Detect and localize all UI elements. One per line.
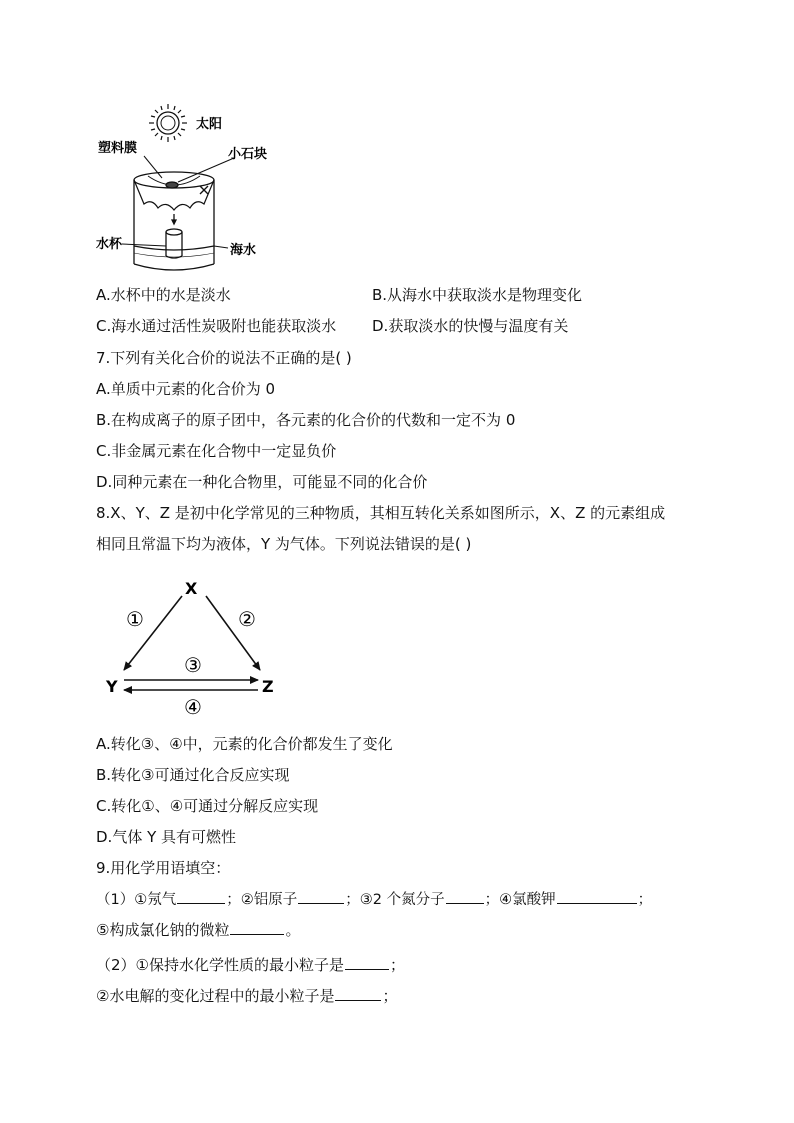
- q8-option-c: C.转化①、④可通过分解反应实现: [96, 797, 319, 815]
- q9-electrolysis-label: ②水电解的变化过程中的最小粒子是: [96, 987, 335, 1005]
- label-c2: ②: [238, 607, 256, 631]
- q8-option-d: D.气体 Y 具有可燃性: [96, 828, 237, 846]
- node-y: Y: [106, 677, 118, 696]
- q7-option-a: A.单质中元素的化合价为 0: [96, 380, 276, 398]
- q9-stem: 9.用化学用语填空：: [96, 859, 231, 877]
- q9-nacl-label: ⑤构成氯化钠的微粒: [96, 921, 230, 939]
- q9-al-blank[interactable]: [298, 889, 344, 904]
- q6-option-d: D.获取淡水的快慢与温度有关: [372, 317, 569, 335]
- node-z: Z: [262, 677, 274, 696]
- q9-part1-end: 。: [285, 921, 301, 939]
- q9-water-min-label: （2）①保持水化学性质的最小粒子是: [96, 956, 344, 974]
- seawater-label: 海水: [230, 243, 257, 258]
- q9-n2-blank[interactable]: [446, 889, 484, 904]
- q8-stem-line1: 8.X、Y、Z 是初中化学常见的三种物质，其相互转化关系如图所示，X、Z 的元素组成: [96, 504, 666, 522]
- sun-icon: [149, 104, 187, 142]
- q8-stem-line2: 相同且常温下均为液体，Y 为气体。下列说法错误的是( ): [96, 535, 472, 553]
- solar-still-figure: [92, 96, 282, 276]
- film-label: 塑料膜: [98, 141, 138, 156]
- sun-label: 太阳: [196, 117, 223, 132]
- q9-neon-label: （1）①氖气: [96, 892, 177, 908]
- q6-option-c: C.海水通过活性炭吸附也能获取淡水: [96, 317, 337, 335]
- q9-kclo3-label: ；④氯酸钾: [484, 892, 556, 908]
- q7-option-c: C.非金属元素在化合物中一定显负价: [96, 442, 337, 460]
- q9-electrolysis-end: ；: [382, 987, 398, 1005]
- q9-kclo3-blank[interactable]: [557, 889, 637, 904]
- q9-water-min-blank[interactable]: [345, 955, 389, 970]
- q7-stem: 7.下列有关化合价的说法不正确的是( ): [96, 349, 352, 367]
- conversion-diagram: [96, 572, 296, 720]
- q9-part2-line2: [96, 986, 397, 1006]
- q9-nacl-blank[interactable]: [230, 920, 284, 935]
- q9-part1-line2: [96, 920, 300, 940]
- q9-al-label: ；②铝原子: [226, 892, 298, 908]
- q8-option-a: A.转化③、④中，元素的化合价都发生了变化: [96, 735, 393, 753]
- container-icon: [134, 172, 214, 270]
- q9-part1-line1: [96, 889, 652, 910]
- q9-n2-label: ；③2 个氮分子: [345, 892, 445, 908]
- q6-option-a: A.水杯中的水是淡水: [96, 286, 231, 304]
- q9-part1-sep: ；: [637, 892, 653, 908]
- q7-option-b: B.在构成离子的原子团中，各元素的化合价的代数和一定不为 0: [96, 411, 516, 429]
- cup-label: 水杯: [96, 237, 123, 252]
- label-c4: ④: [184, 695, 202, 719]
- label-c1: ①: [126, 607, 144, 631]
- stone-label: 小石块: [228, 147, 268, 162]
- q9-water-min-end: ；: [390, 956, 406, 974]
- label-c3: ③: [184, 653, 202, 677]
- q6-option-b: B.从海水中获取淡水是物理变化: [372, 286, 583, 304]
- q7-option-d: D.同种元素在一种化合物里，可能显不同的化合价: [96, 473, 428, 491]
- node-x: X: [185, 579, 198, 598]
- q9-part2-line1: [96, 955, 405, 975]
- q9-electrolysis-blank[interactable]: [335, 986, 381, 1001]
- q8-option-b: B.转化③可通过化合反应实现: [96, 766, 290, 784]
- q9-neon-blank[interactable]: [177, 889, 225, 904]
